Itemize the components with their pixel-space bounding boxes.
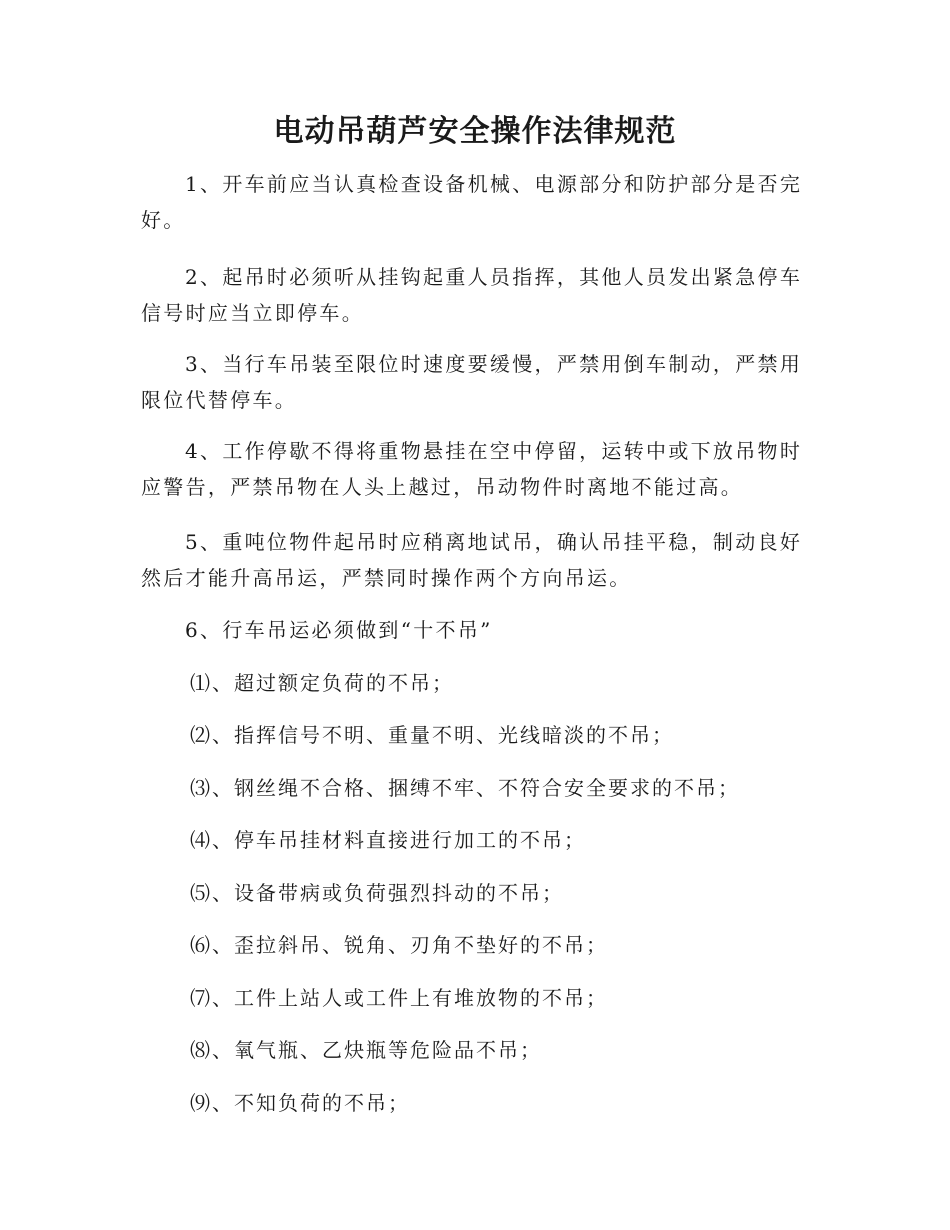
list-item-5: ⑸、设备带病或负荷强烈抖动的不吊； [190, 881, 564, 905]
page-title: 电动吊葫芦安全操作法律规范 [273, 114, 677, 149]
paragraph-3: 3、当行车吊装至限位时速度要缓慢，严禁用倒车制动，严禁用限位代替停车。 [141, 352, 803, 412]
list-item-2: ⑵、指挥信号不明、重量不明、光线暗淡的不吊； [190, 723, 674, 747]
list-item-8: ⑻、氧气瓶、乙炔瓶等危险品不吊； [190, 1038, 542, 1062]
paragraph-5: 5、重吨位物件起吊时应稍离地试吊，确认吊挂平稳，制动良好然后才能升高吊运，严禁同时操作两个方向吊运。 [141, 530, 803, 590]
paragraph-6: 6、行车吊运必须做到“十不吊” [185, 618, 493, 642]
paragraph-2: 2、起吊时必须听从挂钩起重人员指挥，其他人员发出紧急停车信号时应当立即停车。 [141, 265, 803, 325]
list-item-6: ⑹、歪拉斜吊、锐角、刃角不垫好的不吊； [190, 933, 608, 957]
list-item-7: ⑺、工件上站人或工件上有堆放物的不吊； [190, 986, 608, 1010]
list-item-9: ⑼、不知负荷的不吊； [190, 1091, 410, 1115]
list-item-4: ⑷、停车吊挂材料直接进行加工的不吊； [190, 828, 586, 852]
paragraph-4: 4、工作停歇不得将重物悬挂在空中停留，运转中或下放吊物时应警告，严禁吊物在人头上越过，吊动物件时离地不能过高。 [141, 439, 803, 499]
list-item-1: ⑴、超过额定负荷的不吊； [190, 671, 454, 695]
list-item-3: ⑶、钢丝绳不合格、捆缚不牢、不符合安全要求的不吊； [190, 776, 740, 800]
paragraph-1: 1、开车前应当认真检查设备机械、电源部分和防护部分是否完好。 [141, 172, 803, 232]
